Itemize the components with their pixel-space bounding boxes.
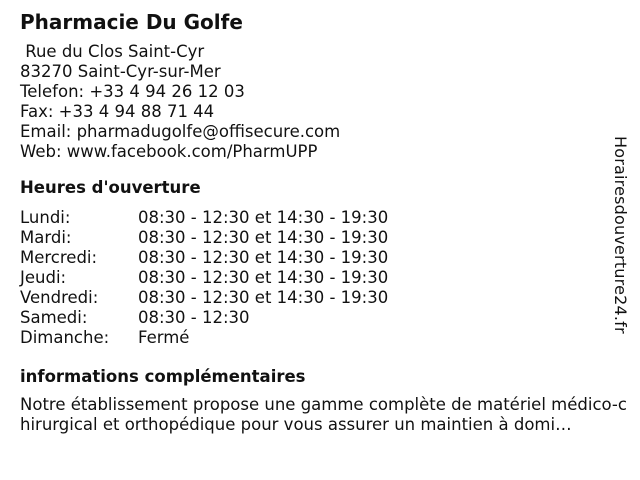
hours-time: 08:30 - 12:30 et 14:30 - 19:30 <box>138 208 389 227</box>
hours-time: 08:30 - 12:30 et 14:30 - 19:30 <box>138 248 389 267</box>
hours-time: 08:30 - 12:30 et 14:30 - 19:30 <box>138 228 389 247</box>
pharmacy-name: Pharmacie Du Golfe <box>20 10 243 34</box>
address-street: Rue du Clos Saint-Cyr <box>20 42 205 61</box>
hours-day: Vendredi: <box>20 288 99 307</box>
hours-row <box>20 228 630 248</box>
hours-day: Dimanche: <box>20 328 110 347</box>
site-watermark: Horairesdouverture24.fr <box>611 136 630 334</box>
hours-day: Lundi: <box>20 208 71 227</box>
hours-time: 08:30 - 12:30 <box>138 308 250 327</box>
hours-time: 08:30 - 12:30 et 14:30 - 19:30 <box>138 288 389 307</box>
hours-row <box>20 308 630 328</box>
fax-number: Fax: +33 4 94 88 71 44 <box>20 102 215 121</box>
hours-row <box>20 328 630 348</box>
phone-number[interactable]: Telefon: +33 4 94 26 12 03 <box>20 82 245 101</box>
hours-day: Mardi: <box>20 228 72 247</box>
info-description: Notre établissement propose une gamme complète de matériel médico-chirurgical et orthopédique pour vous assurer un maintien à domi… <box>20 395 627 434</box>
hours-day: Mercredi: <box>20 248 98 267</box>
address-city: 83270 Saint-Cyr-sur-Mer <box>20 62 221 81</box>
hours-day: Samedi: <box>20 308 88 327</box>
hours-time: 08:30 - 12:30 et 14:30 - 19:30 <box>138 268 389 287</box>
email-link[interactable]: Email: pharmadugolfe@offisecure.com <box>20 122 341 141</box>
hours-row <box>20 208 630 228</box>
contact-block <box>20 42 630 162</box>
hours-time: Fermé <box>138 328 190 347</box>
hours-row <box>20 288 630 308</box>
hours-day: Jeudi: <box>20 268 67 287</box>
web-link[interactable]: Web: www.facebook.com/PharmUPP <box>20 142 318 161</box>
info-heading: informations complémentaires <box>20 367 306 386</box>
pharmacy-card <box>20 10 630 435</box>
hours-table <box>20 208 630 348</box>
hours-heading: Heures d'ouverture <box>20 178 201 197</box>
hours-row <box>20 268 630 288</box>
hours-row <box>20 248 630 268</box>
